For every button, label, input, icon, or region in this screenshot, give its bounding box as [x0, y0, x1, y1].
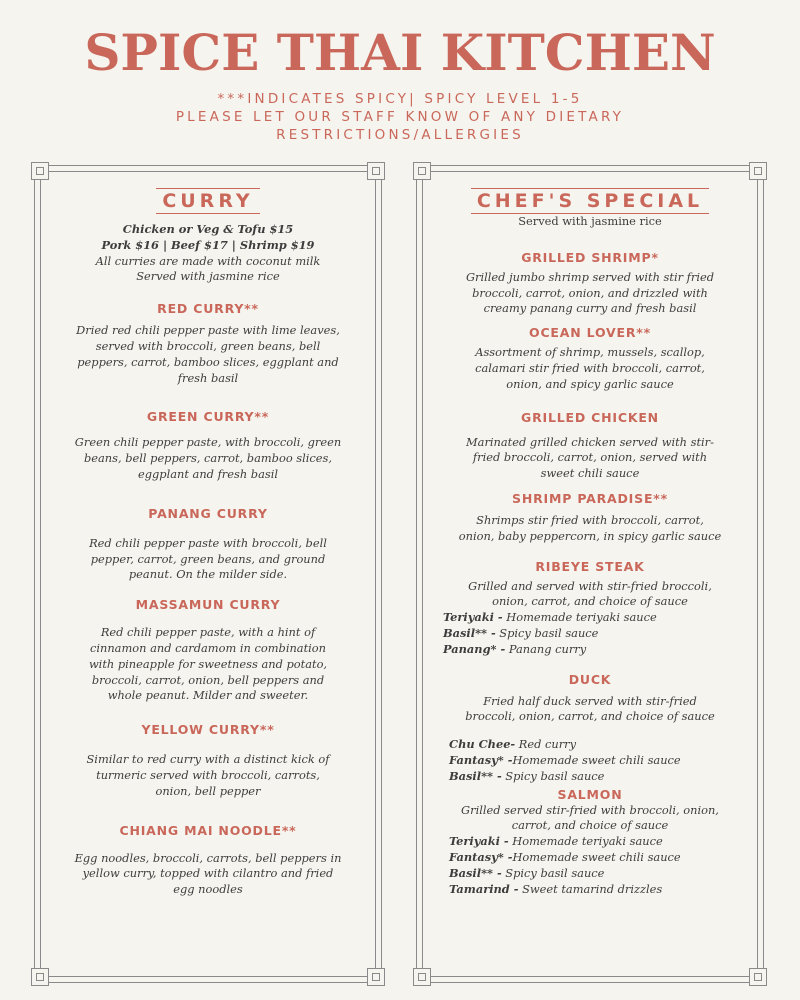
sauce-option	[443, 642, 751, 658]
special-content	[429, 188, 751, 897]
desc-line: peppers, carrot, bamboo slices, eggplant and	[77, 354, 339, 369]
desc-line: onion, baby peppercorn, in spicy garlic sauce	[458, 528, 722, 543]
menu-item-desc	[47, 323, 369, 386]
corner-ornament-icon	[749, 162, 767, 180]
option-label: Fantasy* -	[449, 849, 513, 864]
desc-line: broccoli, carrot, onion, and drizzled with	[472, 285, 708, 300]
desc-line: served with broccoli, green beans, bell	[95, 338, 321, 353]
sauce-option	[449, 882, 751, 898]
corner-ornament-icon	[367, 162, 385, 180]
option-label: Basil** -	[449, 768, 502, 783]
desc-line: carrot, and choice of sauce	[511, 818, 669, 833]
desc-line: Green chili pepper paste, with broccoli, green	[74, 435, 342, 450]
menu-item-desc	[429, 803, 751, 835]
desc-line: sweet chili sauce	[540, 466, 640, 481]
sauce-options	[429, 834, 751, 897]
menu-item-name: OCEAN LOVER**	[529, 325, 651, 341]
desc-line: broccoli, onion, carrot, and choice of sauce	[465, 709, 715, 724]
menu-item-desc	[429, 270, 751, 317]
option-label: Chu Chee-	[449, 737, 516, 752]
desc-line: Fried half duck served with stir-fried	[483, 693, 697, 708]
curry-note: All curries are made with coconut milk	[95, 253, 321, 268]
option-label: Teriyaki -	[449, 834, 509, 849]
subtitle-line: PLEASE LET OUR STAFF KNOW OF ANY DIETARY	[175, 109, 625, 125]
menu-item-name: GREEN CURRY**	[146, 409, 270, 425]
sauce-option	[449, 737, 751, 753]
menu-item-name: RIBEYE STEAK	[535, 558, 645, 574]
menu-item-desc	[429, 435, 751, 482]
curry-note: Served with jasmine rice	[136, 269, 280, 284]
option-text: Homemade sweet chili sauce	[512, 849, 681, 864]
menu-item-desc	[47, 625, 369, 704]
menu-item-desc	[47, 851, 369, 898]
option-text: Spicy basil sauce	[501, 865, 605, 880]
menu-item-name: CHIANG MAI NOODLE**	[119, 822, 297, 838]
desc-line: yellow curry, topped with cilantro and fried	[82, 866, 334, 881]
menu-item-name: GRILLED SHRIMP*	[521, 249, 659, 265]
corner-ornament-icon	[749, 968, 767, 986]
menu-item-name: YELLOW CURRY**	[141, 722, 275, 738]
special-subtitle: Served with jasmine rice	[518, 214, 662, 228]
option-text: Homemade teriyaki sauce	[508, 834, 663, 849]
desc-line: beans, bell peppers, carrot, bamboo slices,	[83, 451, 333, 466]
option-label: Fantasy* -	[449, 752, 513, 767]
sauce-options	[429, 610, 751, 657]
desc-line: Grilled and served with stir-fried broccoli,	[468, 578, 712, 593]
corner-ornament-icon	[367, 968, 385, 986]
desc-line: onion, and spicy garlic sauce	[506, 376, 674, 391]
menu-item-desc	[429, 579, 751, 611]
special-section-title: CHEF'S SPECIAL	[471, 188, 709, 214]
desc-line: cinnamon and cardamom in combination	[89, 640, 327, 655]
desc-line: Shrimps stir fried with broccoli, carrot,	[476, 512, 704, 527]
option-text: Spicy basil sauce	[501, 768, 605, 783]
option-text: Red curry	[515, 737, 577, 752]
menu-item-name: DUCK	[568, 671, 612, 687]
desc-line: Assortment of shrimp, mussels, scallop,	[475, 345, 705, 360]
corner-ornament-icon	[413, 968, 431, 986]
sauce-option	[449, 769, 751, 785]
desc-line: egg noodles	[173, 882, 243, 897]
special-panel	[416, 165, 764, 983]
sauce-option	[449, 866, 751, 882]
desc-line: Marinated grilled chicken served with stir-	[466, 434, 714, 449]
desc-line: turmeric served with broccoli, carrots,	[96, 767, 320, 782]
desc-line: Similar to red curry with a distinct kick of	[86, 752, 330, 767]
menu-item-name: PANANG CURRY	[148, 505, 268, 521]
desc-line: fried broccoli, carrot, onion, served with	[472, 450, 708, 465]
option-label: Basil** -	[443, 625, 496, 640]
subtitle-line: RESTRICTIONS/ALLERGIES	[276, 127, 524, 143]
option-label: Panang* -	[443, 641, 506, 656]
desc-line: pepper, carrot, green beans, and ground	[90, 551, 326, 566]
menu-item-name: GRILLED CHICKEN	[521, 409, 659, 425]
curry-prices: Chicken or Veg & Tofu $15	[122, 222, 294, 236]
option-label: Tamarind -	[449, 881, 519, 896]
sauce-option	[443, 610, 751, 626]
menu-item-desc	[47, 536, 369, 583]
sauce-option	[443, 626, 751, 642]
corner-ornament-icon	[31, 968, 49, 986]
menu-item-desc	[47, 435, 369, 482]
option-text: Homemade sweet chili sauce	[512, 752, 681, 767]
option-label: Teriyaki -	[443, 610, 503, 625]
menu-item-name: RED CURRY**	[157, 301, 259, 317]
desc-line: Grilled served stir-fried with broccoli, onion,	[461, 802, 719, 817]
curry-panel	[34, 165, 382, 983]
menu-item-desc	[429, 513, 751, 545]
desc-line: creamy panang curry and fresh basil	[483, 301, 697, 316]
desc-line: Red chili pepper paste, with a hint of	[100, 625, 316, 640]
desc-line: eggplant and fresh basil	[137, 466, 279, 481]
option-text: Sweet tamarind drizzles	[518, 881, 663, 896]
corner-ornament-icon	[413, 162, 431, 180]
option-text: Spicy basil sauce	[495, 625, 599, 640]
desc-line: Egg noodles, broccoli, carrots, bell peppers in	[74, 850, 342, 865]
desc-line: Dried red chili pepper paste with lime leaves,	[76, 323, 340, 338]
page-title: SPICE THAI KITCHEN	[84, 23, 716, 82]
desc-line: peanut. On the milder side.	[128, 567, 288, 582]
sauce-option	[449, 753, 751, 769]
curry-section-title: CURRY	[156, 188, 259, 214]
desc-line: calamari stir fried with broccoli, carrot,	[475, 360, 705, 375]
option-text: Panang curry	[505, 641, 587, 656]
menu-item-name: SALMON	[557, 786, 623, 802]
menu-item-desc	[47, 752, 369, 799]
corner-ornament-icon	[31, 162, 49, 180]
curry-prices: Pork $16 | Beef $17 | Shrimp $19	[101, 237, 315, 252]
option-text: Homemade teriyaki sauce	[502, 610, 657, 625]
menu-item-desc	[429, 345, 751, 392]
option-label: Basil** -	[449, 865, 502, 880]
desc-line: whole peanut. Milder and sweeter.	[107, 688, 309, 703]
desc-line: with pineapple for sweetness and potato,	[88, 656, 328, 671]
menu-item-name: SHRIMP PARADISE**	[512, 490, 668, 506]
sauce-options	[429, 737, 751, 784]
desc-line: Red chili pepper paste with broccoli, bell	[89, 535, 327, 550]
subtitle	[0, 90, 800, 144]
subtitle-line: ***INDICATES SPICY| SPICY LEVEL 1-5	[217, 91, 583, 107]
desc-line: onion, bell pepper	[155, 783, 261, 798]
menu-item-desc	[429, 694, 751, 726]
menu-item-name: MASSAMUN CURRY	[135, 597, 281, 613]
desc-line: onion, carrot, and choice of sauce	[492, 594, 688, 609]
desc-line: Grilled jumbo shrimp served with stir fried	[465, 269, 715, 284]
curry-content	[47, 188, 369, 898]
sauce-option	[449, 850, 751, 866]
desc-line: fresh basil	[177, 370, 239, 385]
desc-line: broccoli, carrot, onion, bell peppers and	[91, 672, 325, 687]
sauce-option	[449, 834, 751, 850]
